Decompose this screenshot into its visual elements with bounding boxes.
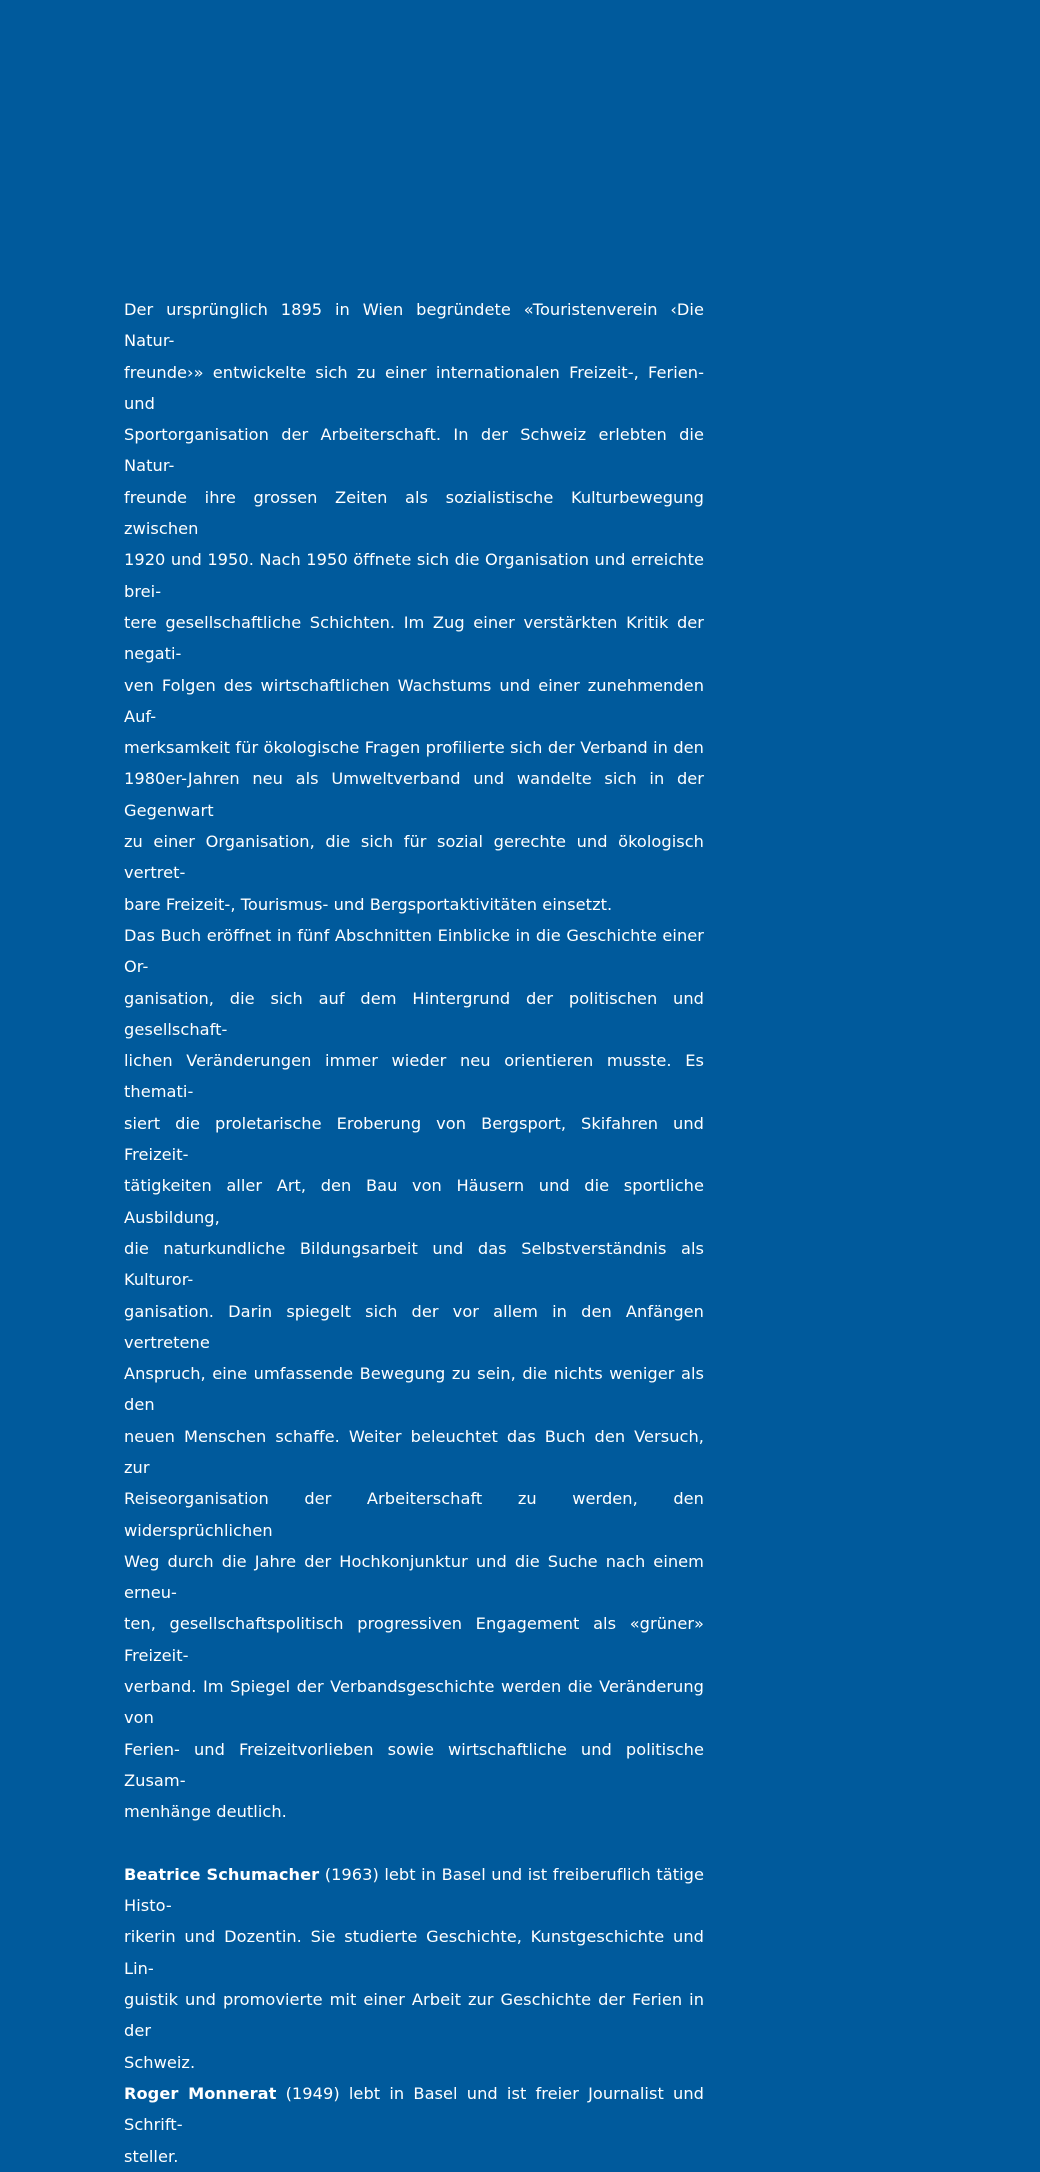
text-line: rikerin und Dozentin. Sie studierte Geschichte, Kunstgeschichte und Lin- bbox=[124, 1927, 704, 1978]
text-line: 1980er-Jahren neu als Umweltverband und wandelte sich in der Gegenwart bbox=[124, 769, 704, 820]
author-bio-text: (1949) lebt in Basel und ist freier Journalist und Schrift- bbox=[124, 2083, 704, 2135]
text-line: ganisation, die sich auf dem Hintergrund der politischen und gesellschaft- bbox=[124, 988, 704, 1039]
text-line: steller. bbox=[124, 2146, 179, 2166]
text-line: neuen Menschen schaffe. Weiter beleuchtet das Buch den Versuch, zur bbox=[124, 1426, 704, 1477]
author-bio-schumacher bbox=[124, 1859, 704, 2078]
text-line: Das Buch eröffnet in fünf Abschnitten Einblicke in die Geschichte einer Or- bbox=[124, 925, 704, 977]
text-line: Anspruch, eine umfassende Bewegung zu sein, die nichts weniger als den bbox=[124, 1364, 704, 1415]
text-line: Sportorganisation der Arbeiterschaft. In der Schweiz erlebten die Natur- bbox=[124, 425, 704, 476]
text-line: lichen Veränderungen immer wieder neu orientieren musste. Es themati- bbox=[124, 1051, 704, 1102]
text-line: Reiseorganisation der Arbeiterschaft zu werden, den widersprüchlichen bbox=[124, 1489, 704, 1540]
text-line: ven Folgen des wirtschaftlichen Wachstums und einer zunehmenden Auf- bbox=[124, 675, 704, 726]
text-line: guistik und promovierte mit einer Arbeit zur Geschichte der Ferien in der bbox=[124, 1990, 704, 2041]
author-name: Roger Monnerat bbox=[124, 2083, 277, 2103]
text-line: ten, gesellschaftspolitisch progressiven Engagement als «grüner» Freizeit- bbox=[124, 1614, 704, 1665]
text-line: Ferien- und Freizeitvorlieben sowie wirtschaftliche und politische Zusam- bbox=[124, 1739, 704, 1790]
author-name: Beatrice Schumacher bbox=[124, 1864, 320, 1884]
author-bio-first-line bbox=[124, 2078, 704, 2141]
blurb-text-block bbox=[124, 294, 704, 2172]
paragraph-spacer bbox=[124, 1828, 704, 1859]
text-line: tätigkeiten aller Art, den Bau von Häusern und die sportliche Ausbildung, bbox=[124, 1176, 704, 1227]
intro-paragraph bbox=[124, 294, 704, 920]
text-line: Schweiz. bbox=[124, 2052, 196, 2072]
text-line: 1920 und 1950. Nach 1950 öffnete sich die Organisation und erreichte brei- bbox=[124, 550, 704, 601]
text-line: Weg durch die Jahre der Hochkonjunktur und die Suche nach einem erneu- bbox=[124, 1551, 704, 1603]
text-line: Der ursprünglich 1895 in Wien begründete «Touristenverein ‹Die Natur- bbox=[124, 300, 704, 351]
text-line: merksamkeit für ökologische Fragen profilierte sich der Verband in den bbox=[124, 738, 704, 758]
text-line: bare Freizeit-, Tourismus- und Bergsportaktivitäten einsetzt. bbox=[124, 894, 613, 914]
text-line: freunde ihre grossen Zeiten als sozialistische Kulturbewegung zwischen bbox=[124, 487, 704, 539]
text-line: ganisation. Darin spiegelt sich der vor allem in den Anfängen vertretene bbox=[124, 1301, 704, 1352]
author-bio-text: (1963) lebt in Basel und ist freiberuflich tätige Histo- bbox=[124, 1864, 704, 1916]
text-line: siert die proletarische Eroberung von Bergsport, Skifahren und Freizeit- bbox=[124, 1113, 704, 1165]
text-line: verband. Im Spiegel der Verbandsgeschichte werden die Veränderung von bbox=[124, 1677, 704, 1728]
text-line: freunde›» entwickelte sich zu einer internationalen Freizeit-, Ferien- und bbox=[124, 362, 704, 413]
author-bio-first-line bbox=[124, 1859, 704, 1922]
text-line: die naturkundliche Bildungsarbeit und das Selbstverständnis als Kulturor- bbox=[124, 1238, 704, 1290]
author-bio-monnerat bbox=[124, 2078, 704, 2172]
text-line: tere gesellschaftliche Schichten. Im Zug einer verstärkten Kritik der negati- bbox=[124, 612, 704, 664]
text-line: menhänge deutlich. bbox=[124, 1802, 287, 1822]
summary-paragraph bbox=[124, 920, 704, 1828]
text-line: zu einer Organisation, die sich für sozial gerechte und ökologisch vertret- bbox=[124, 832, 704, 883]
